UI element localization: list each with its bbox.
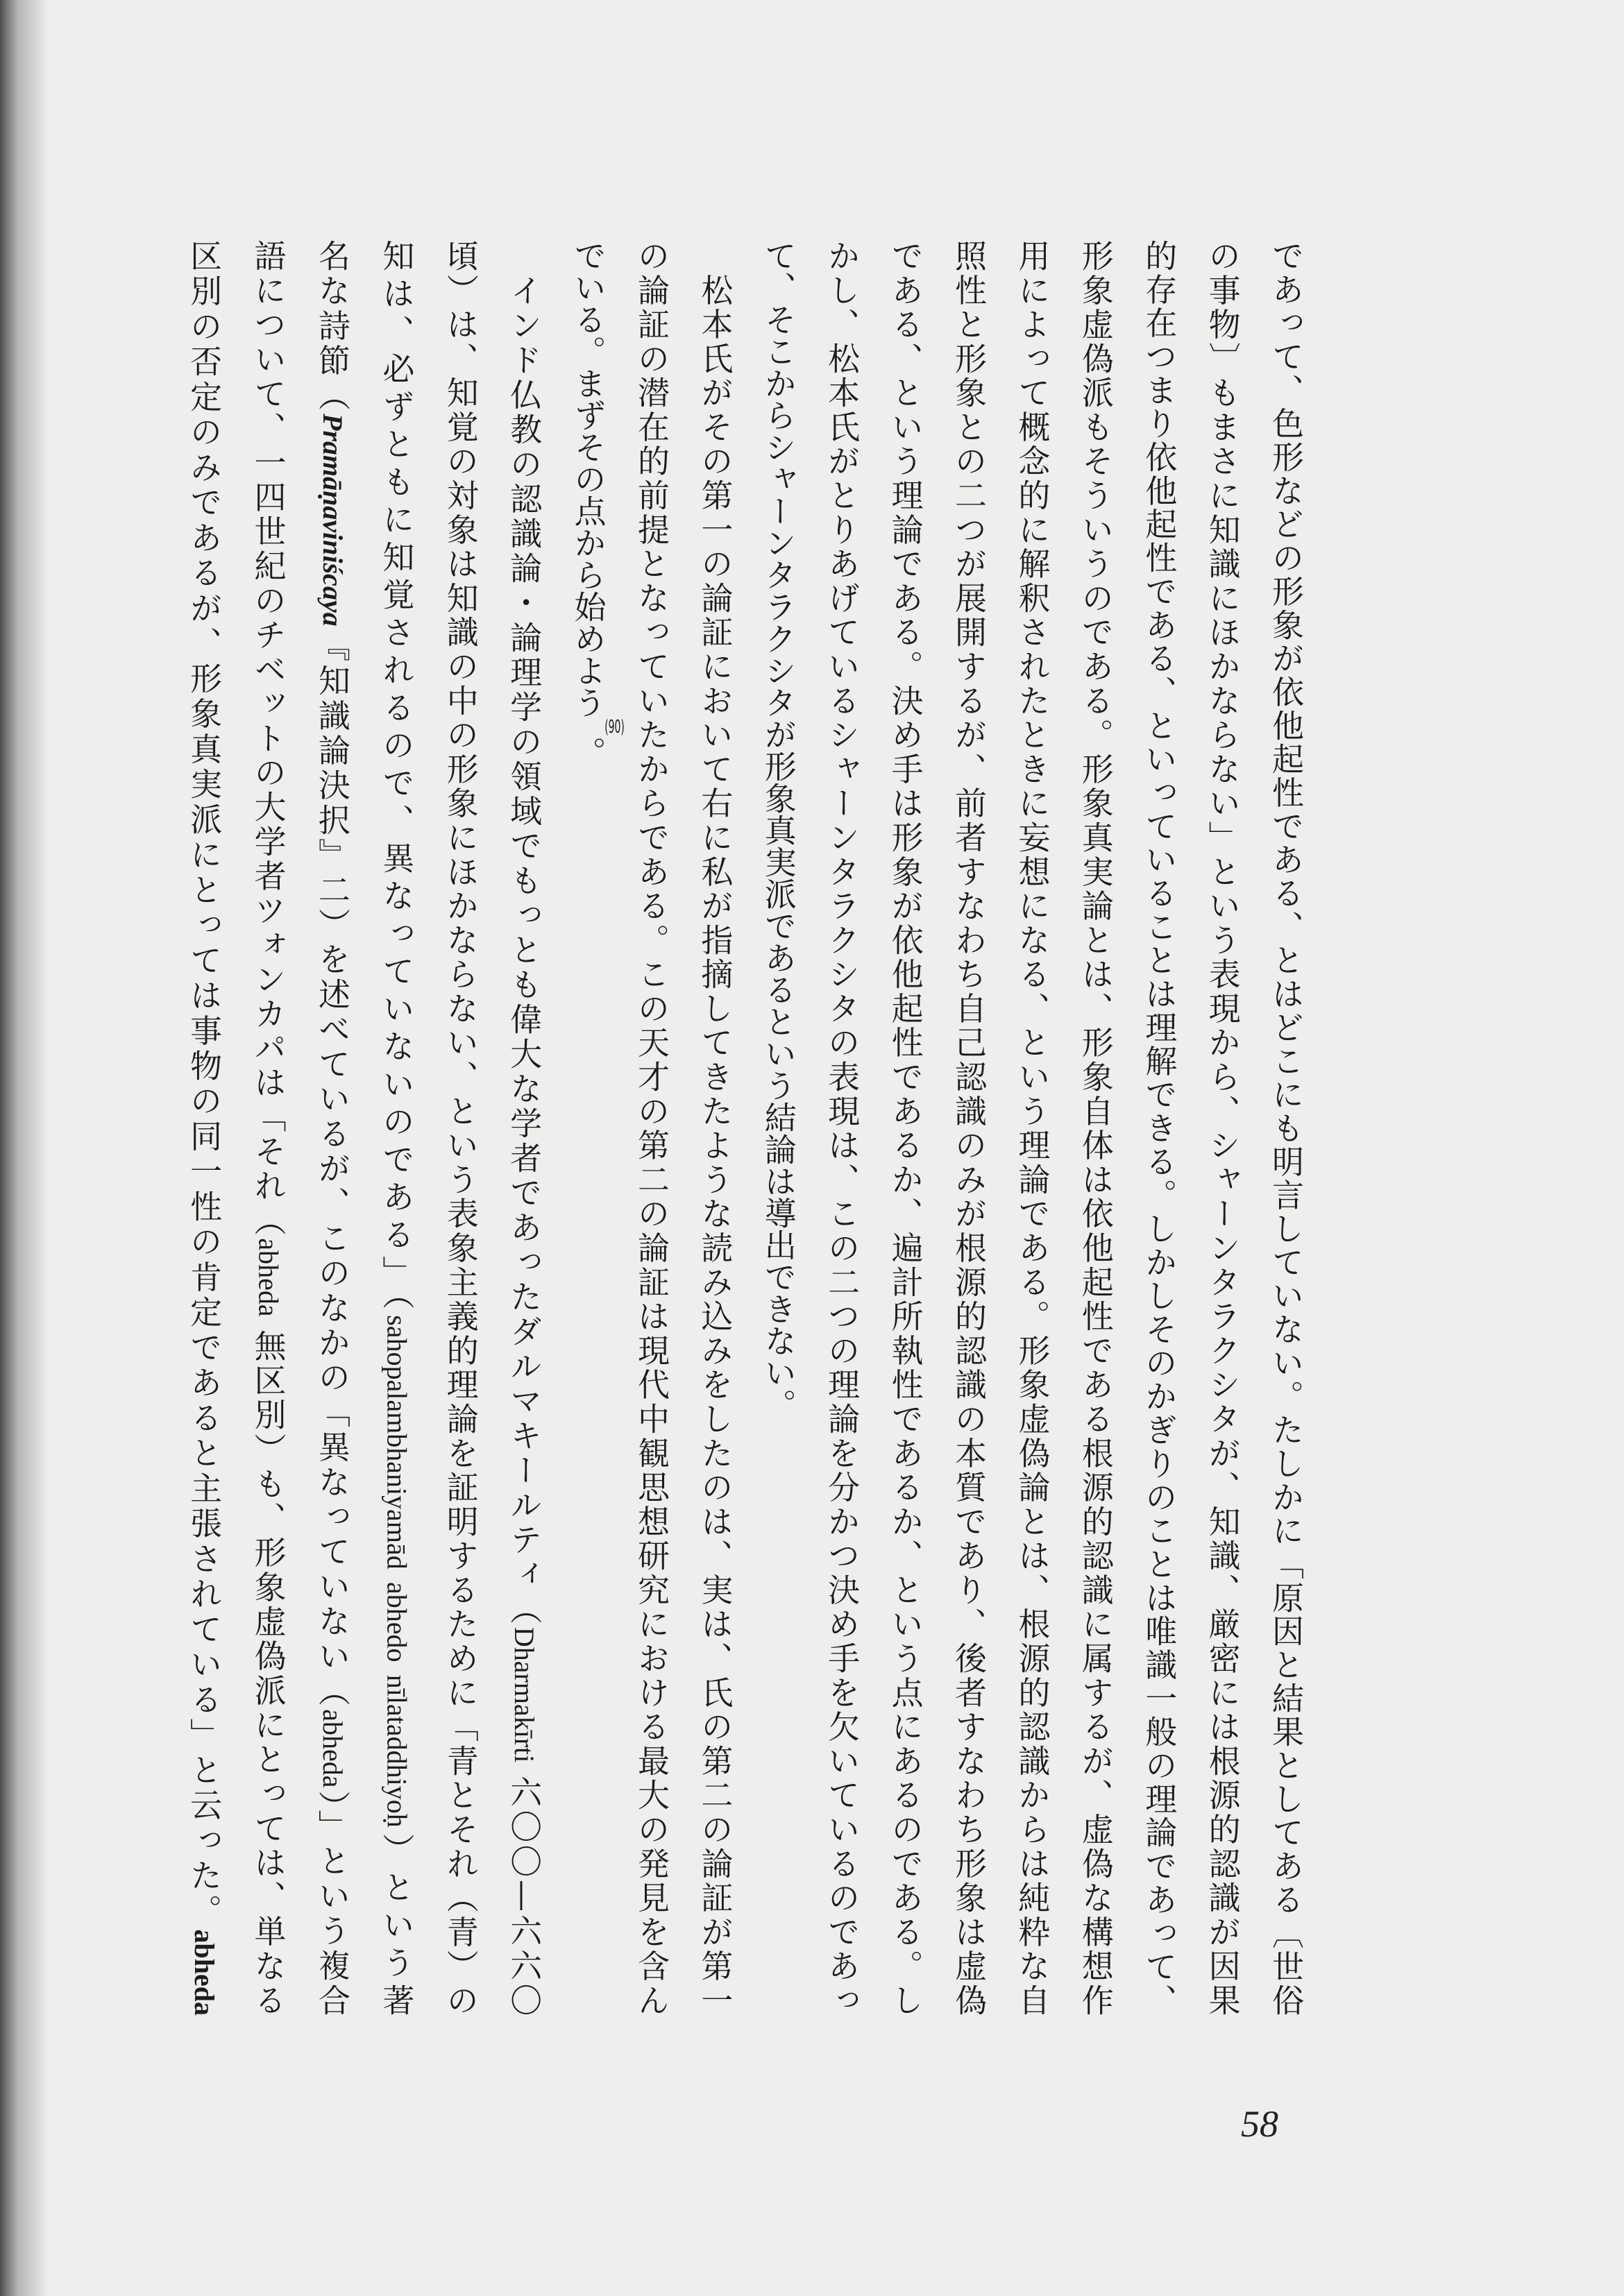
text-segment: ）という著 [378,1827,416,2016]
text-segment: インド仏教の認識論・論理学の領域でもっとも偉大な学者であったダルマキールティ（ [505,239,543,1627]
text-segment: て、そこからシャーンタラクシタが形象真実派であるという結論は導出できない。 [759,239,797,1420]
text-column-paragraph-end [556,239,625,2016]
text-segment: 区別の否定のみであるが、形象真実派にとっては事物の同一性の肯定であると主張されている」と云った。 [185,239,223,1930]
text-column [937,239,1000,2016]
text-segment: 六〇〇—六六〇 [505,1762,543,2016]
text-segment: である、という理論である。決め手は形象が依他起性であるか、遍計所執性であるか、という点にあるのである。し [886,239,924,2016]
text-segment: 知は、必ずともに知覚されるので、異なっていないのである」（ [378,239,416,1316]
text-segment: 語について、一四世紀のチベットの大学者ツォンカパは「それ（ [249,239,287,1239]
text-column-paragraph-start [683,239,746,2016]
text-segment: 名な詩節（ [313,239,351,414]
text-segment: 『知識論決択』二）を述べているが、このなかの「異なっていない（ [313,626,351,1710]
text-column [1190,239,1253,2016]
text-segment: であって、色形などの形象が依他起性である、とはどこにも明言していない。たしかに「原因と結果としてある〔世俗 [1267,239,1305,2016]
romanized-term: Dharmakīrti [509,1626,541,1763]
text-column [1063,239,1126,2016]
text-segment: 。 [569,736,607,768]
text-segment: の事物〕もまさに知識にほかならない」という表現から、シャーンタラクシタが、知識、厳密には根源的認識が因果 [1203,239,1242,2016]
text-segment: 的存在つまり依他起性である、といっていることは理解できる。しかしそのかぎりのことは唯識一般の理論であって、 [1140,239,1178,2016]
text-segment: かし、松本氏がとりあげているシャーンタラクシタの表現は、この二つの理論を分かつ決め手を欠いているのであっ [823,239,861,2016]
page-number: 58 [1241,2103,1278,2145]
text-column [1127,239,1190,2016]
text-segment: 照性と形象との二つが展開するが、前者すなわち自己認識のみが根源的認識の本質であり、後者すなわち形象は虚偽 [949,239,988,2016]
romanized-title: Pramāṇaviniścaya [316,414,348,627]
text-column [1254,239,1317,2016]
text-column [428,239,491,2016]
text-segment: 無区別）も、形象虚偽派にとっては、単なる [249,1316,287,2016]
text-segment: ）」という複合 [313,1787,351,2016]
text-column [1000,239,1063,2016]
text-column [620,239,683,2016]
text-column-paragraph-start [492,239,556,2016]
text-segment: 松本氏がその第一の論証において右に私が指摘してきたような読み込みをしたのは、実は、氏の第二の論証が第一 [696,239,734,2016]
text-column [236,239,300,2016]
text-column [873,239,936,2016]
romanized-verse: sahopalambhaniyamād abhedo nīlataddhiyoḥ [381,1315,413,1828]
text-column [810,239,873,2016]
romanized-term: abheda [316,1709,348,1788]
binding-edge-shadow [0,0,49,2296]
text-column [172,239,236,2016]
text-segment: でいる。まずその点から始めよう [569,239,607,718]
text-segment: 頃）は、知覚の対象は知識の中の形象にほかならない、という表象主義的理論を証明するために「青とそれ（青）の [441,239,480,2016]
romanized-term: abheda [189,1929,221,2016]
vertical-text-block [175,239,1317,2016]
text-column-paragraph-end [746,239,809,2016]
text-segment: の論証の潜在的前提となっていたからである。この天才の第二の論証は現代中観思想研究における最大の発見を含ん [632,239,670,2016]
text-column [364,239,428,2016]
text-column [301,239,364,2016]
text-segment: 形象虚偽派もそういうのである。形象真実論とは、形象自体は依他起性である根源的認識に属するが、虚偽な構想作 [1076,239,1115,2016]
footnote-marker: (90) [604,718,625,736]
romanized-term: abheda [253,1238,285,1317]
text-segment: 用によって概念的に解釈されたときに妄想になる、という理論である。形象虚偽論とは、根源的認識からは純粋な自 [1013,239,1051,2016]
